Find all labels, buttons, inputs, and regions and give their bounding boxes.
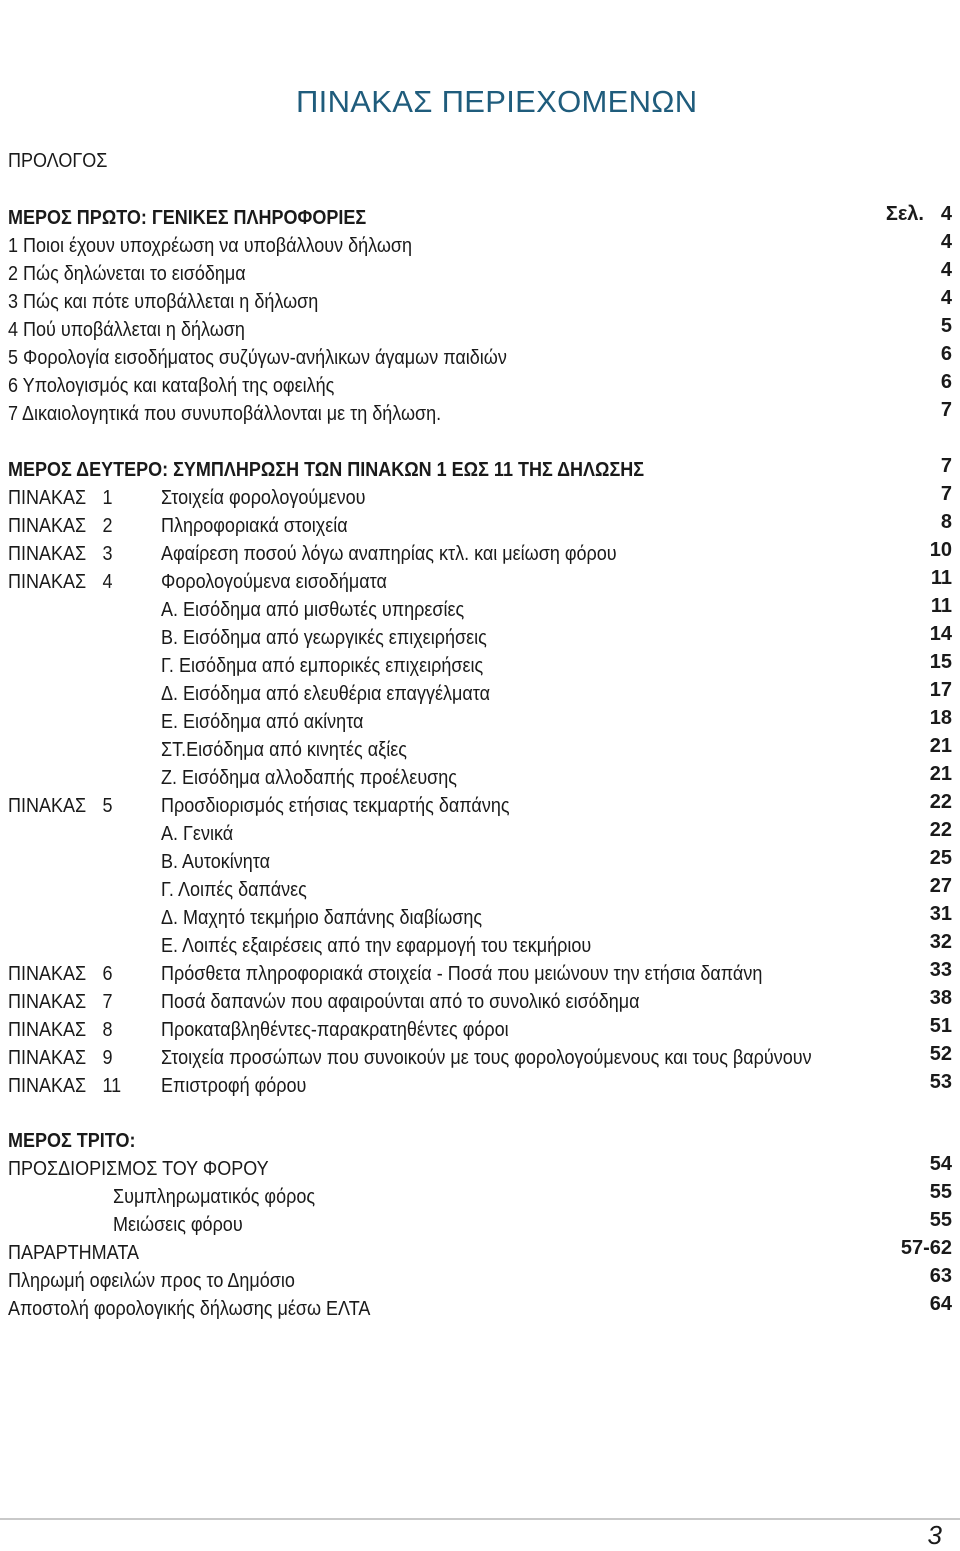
toc-item: 5 Φορολογία εισοδήματος συζύγων-ανήλικων άγαμων παιδιών [8, 347, 507, 369]
toc-page: 54 [929, 1153, 952, 1175]
toc-page: 7 [940, 399, 952, 421]
toc-page: 38 [929, 987, 952, 1009]
toc-page: 8 [940, 511, 952, 533]
toc-page: 10 [929, 539, 952, 561]
toc-page: 22 [929, 819, 952, 841]
toc-page: 11 [930, 567, 952, 589]
toc-subitem: Γ. Εισόδημα από εμπορικές επιχειρήσεις [161, 655, 484, 677]
table-title: Ποσά δαπανών που αφαιρούνται από το συνολικό εισόδημα [161, 991, 640, 1013]
table-number: 6 [102, 963, 113, 985]
toc-subitem: Γ. Λοιπές δαπάνες [161, 879, 307, 901]
table-title: Αφαίρεση ποσού λόγω αναπηρίας κτλ. και μείωση φόρου [161, 543, 617, 565]
toc-item: 7 Δικαιολογητικά που συνυποβάλλονται με τη δήλωση. [8, 403, 442, 425]
toc-page: 6 [940, 343, 952, 365]
toc-subitem: Ζ. Εισόδημα αλλοδαπής προέλευσης [161, 767, 457, 789]
toc-page: 31 [929, 903, 952, 925]
toc-item: 1 Ποιοι έχουν υποχρέωση να υποβάλλουν δήλωση [8, 235, 413, 257]
part1-heading-page: 4 [940, 203, 952, 225]
toc-page: 51 [929, 1015, 952, 1037]
table-keyword: ΠΙΝΑΚΑΣ [8, 1019, 87, 1041]
table-keyword: ΠΙΝΑΚΑΣ [8, 963, 87, 985]
toc-item: ΠΡΟΣΔΙΟΡΙΣΜΟΣ ΤΟΥ ΦΟΡΟΥ [8, 1158, 269, 1180]
toc-subitem: Συμπληρωματικός φόρος [113, 1186, 316, 1208]
table-number: 7 [102, 991, 113, 1013]
toc-subitem: Μειώσεις φόρου [113, 1214, 243, 1236]
toc-page: 15 [929, 651, 952, 673]
toc-page: 57-62 [900, 1237, 952, 1259]
table-title: Προσδιορισμός ετήσιας τεκμαρτής δαπάνης [161, 795, 510, 817]
table-title: Επιστροφή φόρου [161, 1075, 307, 1097]
toc-subitem: Β. Εισόδημα από γεωργικές επιχειρήσεις [161, 627, 487, 649]
toc-subitem: Ε. Εισόδημα από ακίνητα [161, 711, 364, 733]
part1-heading: ΜΕΡΟΣ ΠΡΩΤΟ: ΓΕΝΙΚΕΣ ΠΛΗΡΟΦΟΡΙΕΣ [8, 207, 367, 229]
toc-item: Αποστολή φορολογικής δήλωσης μέσω ΕΛΤΑ [8, 1298, 371, 1320]
table-keyword: ΠΙΝΑΚΑΣ [8, 1047, 87, 1069]
footer-divider [0, 1518, 960, 1520]
toc-page: 4 [940, 231, 952, 253]
toc-page: 55 [929, 1181, 952, 1203]
toc-page: 21 [929, 735, 952, 757]
toc-page: 21 [929, 763, 952, 785]
toc-page: 7 [940, 483, 952, 505]
toc-page: 6 [940, 371, 952, 393]
toc-page: 55 [929, 1209, 952, 1231]
toc-page: 5 [940, 315, 952, 337]
table-keyword: ΠΙΝΑΚΑΣ [8, 571, 87, 593]
toc-page: 22 [929, 791, 952, 813]
toc-subitem: Δ. Μαχητό τεκμήριο δαπάνης διαβίωσης [161, 907, 483, 929]
toc-page: 63 [929, 1265, 952, 1287]
toc-page: 4 [940, 287, 952, 309]
table-number: 5 [102, 795, 113, 817]
table-keyword: ΠΙΝΑΚΑΣ [8, 515, 87, 537]
table-keyword: ΠΙΝΑΚΑΣ [8, 795, 87, 817]
table-title: Πρόσθετα πληροφοριακά στοιχεία - Ποσά που μειώνουν την ετήσια δαπάνη [161, 963, 763, 985]
table-number: 3 [102, 543, 113, 565]
toc-item: ΠΑΡΑΡΤΗΜΑΤΑ [8, 1242, 140, 1264]
toc-page: 4 [940, 259, 952, 281]
table-number: 4 [102, 571, 113, 593]
toc-subitem: Β. Αυτοκίνητα [161, 851, 271, 873]
toc-subitem: Α. Γενικά [161, 823, 234, 845]
toc-page: 11 [930, 595, 952, 617]
prologue-heading: ΠΡΟΛΟΓΟΣ [8, 150, 108, 172]
toc-page: 52 [929, 1043, 952, 1065]
toc-item: Πληρωμή οφειλών προς το Δημόσιο [8, 1270, 295, 1292]
toc-page: 18 [929, 707, 952, 729]
table-title: Στοιχεία φορολογούμενου [161, 487, 366, 509]
part2-heading-page: 7 [940, 455, 952, 477]
table-title: Φορολογούμενα εισοδήματα [161, 571, 387, 593]
toc-page: 25 [929, 847, 952, 869]
table-keyword: ΠΙΝΑΚΑΣ [8, 1075, 87, 1097]
toc-page: 33 [929, 959, 952, 981]
page-title: ΠΙΝΑΚΑΣ ΠΕΡΙΕΧΟΜΕΝΩΝ [296, 84, 698, 119]
table-number: 1 [102, 487, 113, 509]
table-number: 11 [102, 1075, 122, 1097]
toc-page: 64 [929, 1293, 952, 1315]
toc-page: 27 [929, 875, 952, 897]
table-title: Στοιχεία προσώπων που συνοικούν με τους φορολογούμενους και τους βαρύνουν [161, 1047, 812, 1069]
part3-heading: ΜΕΡΟΣ ΤΡΙΤΟ: [8, 1130, 136, 1152]
toc-subitem: Δ. Εισόδημα από ελευθέρια επαγγέλματα [161, 683, 491, 705]
table-keyword: ΠΙΝΑΚΑΣ [8, 543, 87, 565]
toc-page: 53 [929, 1071, 952, 1093]
toc-item: 2 Πώς δηλώνεται το εισόδημα [8, 263, 246, 285]
page-column-header: Σελ. [885, 203, 924, 225]
toc-subitem: ΣΤ.Εισόδημα από κινητές αξίες [161, 739, 407, 761]
table-title: Προκαταβληθέντες-παρακρατηθέντες φόροι [161, 1019, 509, 1041]
page-number: 3 [927, 1520, 942, 1550]
toc-page: 14 [929, 623, 952, 645]
table-keyword: ΠΙΝΑΚΑΣ [8, 991, 87, 1013]
toc-subitem: Α. Εισόδημα από μισθωτές υπηρεσίες [161, 599, 465, 621]
toc-subitem: Ε. Λοιπές εξαιρέσεις από την εφαρμογή του τεκμήριου [161, 935, 592, 957]
toc-item: 3 Πώς και πότε υποβάλλεται η δήλωση [8, 291, 319, 313]
part2-heading: ΜΕΡΟΣ ΔΕΥΤΕΡΟ: ΣΥΜΠΛΗΡΩΣΗ ΤΩΝ ΠΙΝΑΚΩΝ 1 ΕΩΣ 11 ΤΗΣ ΔΗΛΩΣΗΣ [8, 459, 645, 481]
table-number: 8 [102, 1019, 113, 1041]
table-title: Πληροφοριακά στοιχεία [161, 515, 348, 537]
table-number: 9 [102, 1047, 113, 1069]
toc-page: 17 [929, 679, 952, 701]
toc-page: 32 [929, 931, 952, 953]
table-keyword: ΠΙΝΑΚΑΣ [8, 487, 87, 509]
toc-item: 4 Πού υποβάλλεται η δήλωση [8, 319, 245, 341]
table-number: 2 [102, 515, 113, 537]
toc-item: 6 Υπολογισμός και καταβολή της οφειλής [8, 375, 335, 397]
